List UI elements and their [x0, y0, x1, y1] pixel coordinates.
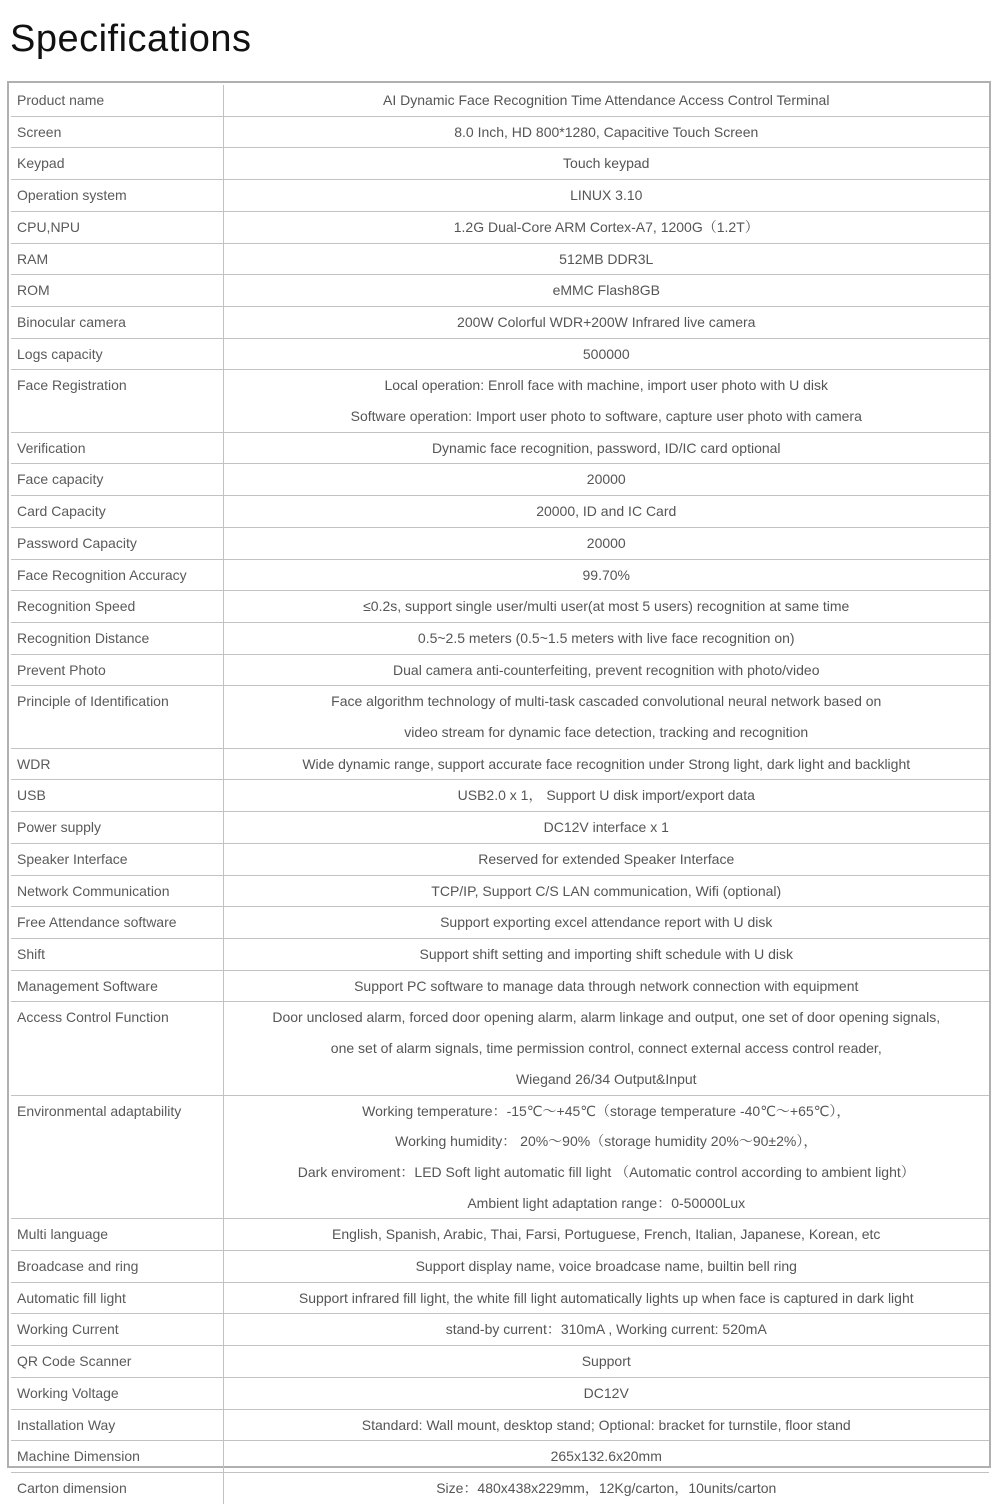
spec-row: [11, 243, 989, 275]
spec-value-line: 512MB DDR3L: [559, 250, 654, 267]
spec-value-line: Wide dynamic range, support accurate face recognition under Strong light, dark light and backlight: [302, 755, 911, 772]
spec-value-line: Working humidity： 20%～90%（storage humidity 20%～90±2%），: [395, 1133, 818, 1150]
spec-label: Working Current: [17, 1321, 119, 1338]
spec-value-cell: [223, 496, 989, 528]
spec-label: Verification: [17, 439, 86, 456]
spec-label-cell: [11, 464, 223, 496]
spec-value-cell: [223, 622, 989, 654]
spec-label: Password Capacity: [17, 534, 137, 551]
spec-label: Recognition Distance: [17, 629, 150, 646]
spec-row: [11, 780, 989, 812]
spec-row: [11, 875, 989, 907]
spec-value-cell: [223, 180, 989, 212]
spec-label-cell: [11, 85, 223, 116]
spec-label: Principle of Identification: [17, 693, 169, 710]
spec-value-line: video stream for dynamic face detection, tracking and recognition: [404, 724, 809, 741]
spec-row: [11, 1409, 989, 1441]
spec-label-cell: [11, 275, 223, 307]
spec-value-line: Door unclosed alarm, forced door opening alarm, alarm linkage and output, one set of door opening signals,: [272, 1009, 941, 1026]
spec-label-cell: [11, 148, 223, 180]
spec-value-cell: [223, 1441, 989, 1473]
spec-value-line: eMMC Flash8GB: [552, 282, 660, 299]
spec-value-cell: [223, 654, 989, 686]
spec-row: [11, 622, 989, 654]
spec-value-cell: [223, 1346, 989, 1378]
spec-value-line: 8.0 Inch, HD 800*1280, Capacitive Touch Screen: [454, 123, 759, 140]
spec-label-cell: [11, 843, 223, 875]
spec-value-line: Size：480x438x229mm，12Kg/carton，10units/carton: [436, 1479, 777, 1496]
spec-value-line: TCP/IP, Support C/S LAN communication, Wifi (optional): [431, 882, 782, 899]
spec-label-cell: [11, 496, 223, 528]
spec-label: Automatic fill light: [17, 1289, 126, 1306]
spec-label: Installation Way: [17, 1416, 116, 1433]
spec-value-cell: [223, 1282, 989, 1314]
spec-label-cell: [11, 622, 223, 654]
spec-value-cell: [223, 1377, 989, 1409]
spec-row: [11, 211, 989, 243]
spec-row: [11, 370, 989, 432]
spec-value-line: Touch keypad: [563, 155, 650, 172]
spec-value-cell: [223, 116, 989, 148]
spec-row: [11, 1219, 989, 1251]
spec-label: Shift: [17, 945, 46, 962]
spec-value-line: Standard: Wall mount, desktop stand; Optional: bracket for turnstile, floor stand: [361, 1416, 851, 1433]
spec-label: Face Recognition Accuracy: [17, 566, 187, 583]
spec-value-cell: [223, 1314, 989, 1346]
spec-label: Face capacity: [17, 471, 104, 488]
spec-value-cell: [223, 938, 989, 970]
spec-value-line: 99.70%: [582, 566, 630, 583]
spec-label-cell: [11, 116, 223, 148]
spec-value-line: AI Dynamic Face Recognition Time Attendance Access Control Terminal: [383, 92, 830, 108]
spec-row: [11, 1251, 989, 1283]
spec-label-cell: [11, 559, 223, 591]
spec-label-cell: [11, 1441, 223, 1473]
spec-label: Carton dimension: [17, 1479, 127, 1496]
spec-label-cell: [11, 1472, 223, 1503]
spec-value-cell: [223, 843, 989, 875]
spec-label: Environmental adaptability: [17, 1102, 182, 1119]
spec-label-cell: [11, 1377, 223, 1409]
spec-value-cell: [223, 1409, 989, 1441]
spec-value-cell: [223, 559, 989, 591]
page-title: Specifications: [10, 18, 252, 60]
spec-label-cell: [11, 432, 223, 464]
spec-value-line: 20000, ID and IC Card: [536, 503, 677, 520]
spec-value-cell: [223, 243, 989, 275]
spec-label: RAM: [17, 250, 49, 267]
spec-row: [11, 559, 989, 591]
spec-label-cell: [11, 970, 223, 1002]
spec-row: [11, 907, 989, 939]
spec-value-line: Working temperature：-15℃～+45℃（storage temperature -40℃～+65℃），: [362, 1102, 851, 1119]
spec-value-line: USB2.0 x 1， Support U disk import/export data: [457, 787, 755, 804]
spec-label-cell: [11, 180, 223, 212]
spec-value-line: stand-by current：310mA , Working current: 520mA: [445, 1321, 767, 1338]
spec-label: Recognition Speed: [17, 598, 136, 615]
spec-label: CPU,NPU: [17, 218, 81, 235]
spec-label-cell: [11, 654, 223, 686]
spec-value-line: Reserved for extended Speaker Interface: [478, 850, 735, 867]
spec-value-cell: [223, 1002, 989, 1095]
spec-row: [11, 1377, 989, 1409]
spec-value-cell: [223, 148, 989, 180]
spec-row: [11, 1095, 989, 1219]
spec-label: QR Code Scanner: [17, 1353, 132, 1370]
spec-value-line: English, Spanish, Arabic, Thai, Farsi, Portuguese, French, Italian, Japanese, Korean, etc: [332, 1226, 881, 1243]
spec-label-cell: [11, 211, 223, 243]
spec-value-line: one set of alarm signals, time permission control, connect external access control reader,: [330, 1040, 882, 1057]
spec-label-cell: [11, 527, 223, 559]
spec-label-cell: [11, 780, 223, 812]
spec-row: [11, 432, 989, 464]
spec-label-cell: [11, 748, 223, 780]
spec-label-cell: [11, 243, 223, 275]
spec-row: [11, 1314, 989, 1346]
spec-label: WDR: [17, 755, 51, 772]
spec-label-cell: [11, 370, 223, 432]
spec-value-cell: [223, 527, 989, 559]
spec-label: Management Software: [17, 977, 158, 994]
spec-row: [11, 591, 989, 623]
spec-label: Logs capacity: [17, 345, 103, 362]
spec-value-line: Dual camera anti-counterfeiting, prevent recognition with photo/video: [393, 661, 820, 678]
spec-label-cell: [11, 1409, 223, 1441]
spec-value-cell: [223, 907, 989, 939]
spec-row: [11, 496, 989, 528]
spec-value-cell: [223, 432, 989, 464]
spec-label-cell: [11, 1314, 223, 1346]
spec-value-line: 0.5~2.5 meters (0.5~1.5 meters with live face recognition on): [417, 629, 795, 646]
spec-label-cell: [11, 1346, 223, 1378]
spec-value-cell: [223, 970, 989, 1002]
spec-value-cell: [223, 1095, 989, 1219]
spec-value-cell: [223, 211, 989, 243]
spec-row: [11, 527, 989, 559]
spec-row: [11, 85, 989, 116]
spec-label: ROM: [17, 282, 50, 299]
spec-label-cell: [11, 686, 223, 748]
spec-value-cell: [223, 812, 989, 844]
spec-value-line: Face algorithm technology of multi-task cascaded convolutional neural network based on: [331, 693, 882, 710]
spec-value-cell: [223, 306, 989, 338]
spec-value-line: ≤0.2s, support single user/multi user(at most 5 users) recognition at same time: [363, 598, 850, 615]
spec-label: Machine Dimension: [17, 1448, 140, 1465]
spec-label: Network Communication: [17, 882, 170, 899]
spec-row: [11, 180, 989, 212]
spec-row: [11, 1002, 989, 1095]
spec-label: Card Capacity: [17, 503, 106, 520]
spec-row: [11, 654, 989, 686]
spec-label: Face Registration: [17, 377, 127, 394]
spec-value-cell: [223, 748, 989, 780]
spec-row: [11, 116, 989, 148]
spec-value-line: 1.2G Dual-Core ARM Cortex-A7, 1200G（1.2T）: [453, 218, 759, 235]
spec-label: USB: [17, 787, 46, 804]
spec-label: Multi language: [17, 1226, 109, 1243]
spec-value-line: Support PC software to manage data through network connection with equipment: [354, 977, 859, 994]
spec-value-line: Support exporting excel attendance report with U disk: [440, 914, 773, 931]
spec-value-cell: [223, 370, 989, 432]
spec-value-cell: [223, 1251, 989, 1283]
spec-value-cell: [223, 275, 989, 307]
spec-row: [11, 812, 989, 844]
spec-label-cell: [11, 1095, 223, 1219]
spec-value-cell: [223, 85, 989, 116]
spec-label-cell: [11, 1282, 223, 1314]
spec-label-cell: [11, 907, 223, 939]
spec-value-line: Support display name, voice broadcase name, builtin bell ring: [415, 1258, 797, 1275]
spec-table-frame: [7, 81, 991, 1496]
spec-value-line: LINUX 3.10: [570, 187, 643, 204]
spec-value-line: 265x132.6x20mm: [550, 1448, 662, 1465]
spec-value-line: Ambient light adaptation range：0-50000Lux: [467, 1194, 746, 1211]
spec-label: Keypad: [17, 155, 65, 172]
spec-value-line: 500000: [582, 345, 630, 362]
spec-row: [11, 1346, 989, 1378]
spec-label: Free Attendance software: [17, 914, 177, 931]
spec-value-line: Dark enviroment：LED Soft light automatic fill light （Automatic control according to ambient light）: [297, 1163, 915, 1180]
spec-row: [11, 338, 989, 370]
spec-value-line: DC12V: [583, 1384, 629, 1401]
spec-label-cell: [11, 938, 223, 970]
spec-label: Power supply: [17, 819, 102, 836]
spec-row: [11, 748, 989, 780]
spec-row: [11, 1441, 989, 1473]
spec-row: [11, 843, 989, 875]
spec-table-body: [11, 85, 989, 1504]
spec-value-cell: [223, 686, 989, 748]
spec-label: Screen: [17, 123, 62, 140]
spec-label: Access Control Function: [17, 1009, 169, 1026]
spec-value-line: DC12V interface x 1: [543, 819, 669, 836]
spec-label-cell: [11, 875, 223, 907]
spec-label: Operation system: [17, 187, 127, 204]
spec-row: [11, 148, 989, 180]
spec-value-line: Support: [581, 1353, 631, 1370]
spec-row: [11, 464, 989, 496]
spec-value-cell: [223, 1219, 989, 1251]
spec-table: [11, 85, 989, 1504]
spec-row: [11, 1282, 989, 1314]
spec-value-cell: [223, 338, 989, 370]
spec-value-line: 20000: [586, 471, 626, 488]
spec-label-cell: [11, 591, 223, 623]
spec-value-line: 20000: [586, 534, 626, 551]
spec-value-line: Local operation: Enroll face with machine, import user photo with U disk: [384, 377, 829, 394]
spec-value-cell: [223, 780, 989, 812]
spec-value-cell: [223, 591, 989, 623]
spec-label: Prevent Photo: [17, 661, 106, 678]
spec-label: Working Voltage: [17, 1384, 119, 1401]
spec-row: [11, 1472, 989, 1503]
spec-label: Speaker Interface: [17, 850, 128, 867]
spec-row: [11, 686, 989, 748]
spec-label-cell: [11, 1251, 223, 1283]
spec-value-line: Support shift setting and importing shift schedule with U disk: [419, 945, 794, 962]
spec-value-line: Software operation: Import user photo to software, capture user photo with camera: [350, 408, 862, 425]
spec-label: Product name: [17, 92, 105, 108]
spec-label-cell: [11, 306, 223, 338]
spec-value-line: Support infrared fill light, the white fill light automatically lights up when face is captured in dark light: [298, 1289, 914, 1306]
spec-row: [11, 970, 989, 1002]
spec-label-cell: [11, 1002, 223, 1095]
spec-value-line: 200W Colorful WDR+200W Infrared live camera: [457, 313, 756, 330]
spec-value-line: Dynamic face recognition, password, ID/IC card optional: [431, 439, 781, 456]
spec-row: [11, 938, 989, 970]
spec-label-cell: [11, 338, 223, 370]
spec-value-cell: [223, 464, 989, 496]
spec-label-cell: [11, 1219, 223, 1251]
spec-row: [11, 306, 989, 338]
spec-value-line: Wiegand 26/34 Output&Input: [515, 1070, 697, 1087]
spec-label: Broadcase and ring: [17, 1258, 139, 1275]
spec-value-cell: [223, 1472, 989, 1503]
spec-value-cell: [223, 875, 989, 907]
spec-label-cell: [11, 812, 223, 844]
spec-label: Binocular camera: [17, 313, 126, 330]
spec-row: [11, 275, 989, 307]
